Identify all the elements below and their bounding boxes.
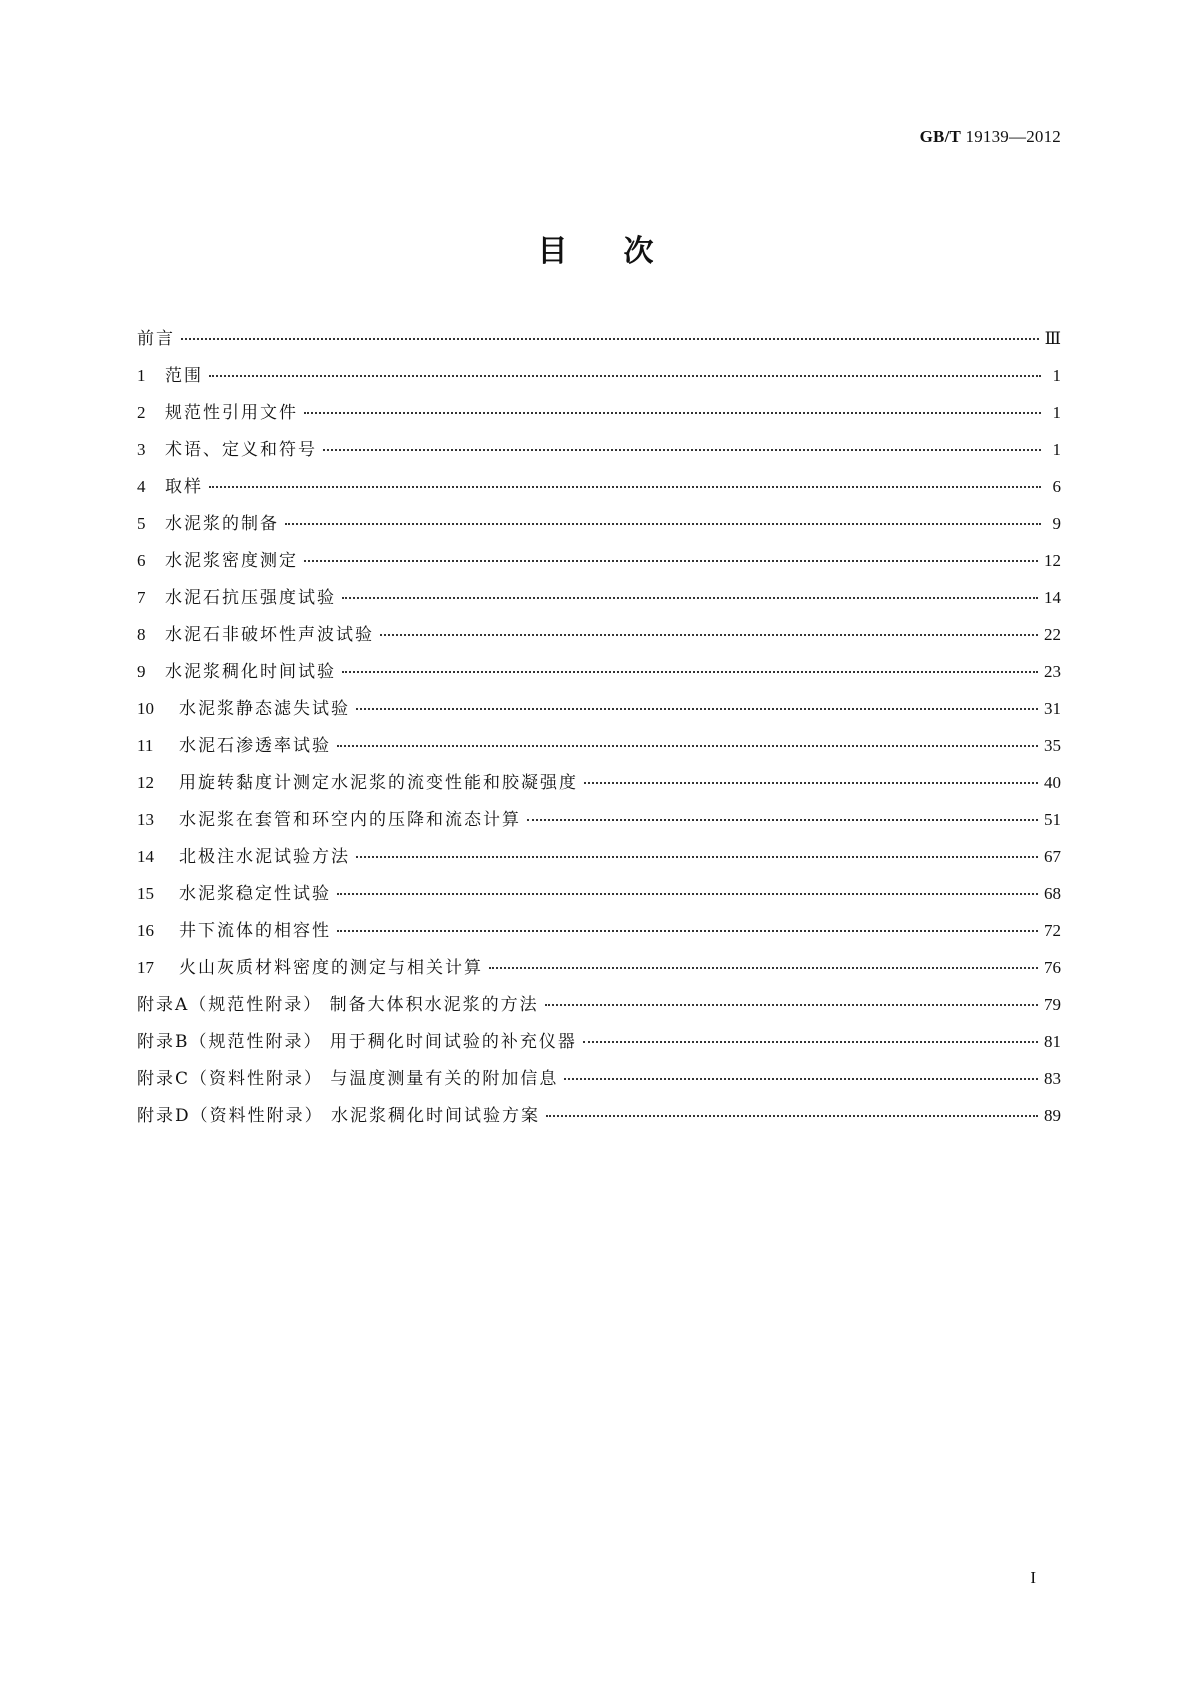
toc-entry-16[interactable] <box>137 920 1061 957</box>
toc-entry-5[interactable] <box>137 513 1061 550</box>
toc-entry-label <box>137 550 298 572</box>
toc-entry-15[interactable] <box>137 883 1061 920</box>
toc-entry-preface[interactable] <box>137 328 1061 365</box>
toc-entry-appendix-c[interactable] <box>137 1068 1061 1105</box>
toc-leader-dots <box>181 337 1039 340</box>
toc-entry-13[interactable] <box>137 809 1061 846</box>
toc-entry-number: 13 <box>137 810 154 829</box>
toc-entry-label <box>137 772 578 794</box>
toc-entry-label <box>137 920 331 942</box>
toc-entry-3[interactable] <box>137 439 1061 476</box>
toc-entry-label <box>137 624 374 646</box>
toc-entry-title: 规范性引用文件 <box>165 403 298 423</box>
toc-entry-page: 31 <box>1044 699 1061 718</box>
toc-leader-dots <box>337 892 1038 895</box>
toc-entry-7[interactable] <box>137 587 1061 624</box>
toc-entry-8[interactable] <box>137 624 1061 661</box>
toc-entry-title: 水泥石抗压强度试验 <box>165 588 336 608</box>
toc-leader-dots <box>209 374 1041 377</box>
toc-entry-title: 取样 <box>165 477 203 497</box>
toc-entry-number: 9 <box>137 662 146 681</box>
toc-entry-title: 火山灰质材料密度的测定与相关计算 <box>179 958 483 978</box>
toc-leader-dots <box>545 1003 1038 1006</box>
toc-entry-page: 1 <box>1052 403 1061 422</box>
toc-entry-number: 4 <box>137 477 146 496</box>
toc-entry-title: 水泥浆的制备 <box>165 514 279 534</box>
toc-entry-label <box>137 698 350 720</box>
toc-entry-appendix-d[interactable] <box>137 1105 1061 1142</box>
standard-code <box>920 127 1061 147</box>
toc-entry-label <box>137 809 521 831</box>
toc-entry-title: 水泥石非破坏性声波试验 <box>165 625 374 645</box>
toc-entry-number: 17 <box>137 958 154 977</box>
toc-entry-page: 68 <box>1044 884 1061 903</box>
toc-entry-title: 水泥石渗透率试验 <box>179 736 331 756</box>
toc-entry-number: 14 <box>137 847 154 866</box>
toc-leader-dots <box>583 1040 1038 1043</box>
toc-leader-dots <box>304 559 1038 562</box>
toc-leader-dots <box>527 818 1038 821</box>
toc-entry-page: 9 <box>1052 514 1061 533</box>
toc-entry-number: 10 <box>137 699 154 718</box>
toc-entry-number: 1 <box>137 366 146 385</box>
toc-entry-2[interactable] <box>137 402 1061 439</box>
toc-entry-title: 水泥浆在套管和环空内的压降和流态计算 <box>179 810 521 830</box>
toc-entry-10[interactable] <box>137 698 1061 735</box>
toc-entry-page: 22 <box>1044 625 1061 644</box>
toc-entry-label <box>137 328 175 350</box>
toc-entry-number: 2 <box>137 403 146 422</box>
toc-entry-label <box>137 994 539 1016</box>
toc-leader-dots <box>323 448 1041 451</box>
toc-entry-label <box>137 1105 540 1127</box>
toc-entry-page: 72 <box>1044 921 1061 940</box>
toc-entry-title: 前言 <box>137 329 175 349</box>
toc-entry-number: 15 <box>137 884 154 903</box>
standard-code-number: 19139—2012 <box>965 127 1061 146</box>
toc-leader-dots <box>356 707 1038 710</box>
toc-leader-dots <box>337 929 1038 932</box>
toc-entry-number: 12 <box>137 773 154 792</box>
toc-entry-14[interactable] <box>137 846 1061 883</box>
toc-leader-dots <box>546 1114 1038 1117</box>
toc-entry-page: 51 <box>1044 810 1061 829</box>
toc-entry-number: 5 <box>137 514 146 533</box>
toc-leader-dots <box>342 670 1038 673</box>
toc-entry-title: 附录D（资料性附录） 水泥浆稠化时间试验方案 <box>137 1106 541 1126</box>
toc-entry-number: 16 <box>137 921 154 940</box>
toc-entry-title: 水泥浆密度测定 <box>165 551 298 571</box>
toc-entry-title: 水泥浆稳定性试验 <box>179 884 331 904</box>
toc-entry-4[interactable] <box>137 476 1061 513</box>
toc-entry-page: 67 <box>1044 847 1061 866</box>
table-of-contents <box>137 328 1061 1142</box>
toc-entry-page: 35 <box>1044 736 1061 755</box>
toc-leader-dots <box>285 522 1041 525</box>
toc-entry-label <box>137 1031 577 1053</box>
toc-entry-title: 术语、定义和符号 <box>165 440 317 460</box>
toc-entry-page: 81 <box>1044 1032 1061 1051</box>
toc-entry-number: 8 <box>137 625 146 644</box>
toc-entry-number: 3 <box>137 440 146 459</box>
toc-entry-label <box>137 513 279 535</box>
page-title: 目次 <box>537 234 710 269</box>
toc-entry-page: 14 <box>1044 588 1061 607</box>
toc-entry-page: 76 <box>1044 958 1061 977</box>
toc-leader-dots <box>304 411 1041 414</box>
toc-entry-label <box>137 846 350 868</box>
toc-entry-label <box>137 587 336 609</box>
toc-entry-17[interactable] <box>137 957 1061 994</box>
toc-entry-page: 1 <box>1052 366 1061 385</box>
page-number: I <box>1030 1568 1036 1587</box>
toc-entry-label <box>137 439 317 461</box>
toc-entry-number: 11 <box>137 736 154 755</box>
toc-leader-dots <box>356 855 1038 858</box>
toc-entry-title: 范围 <box>165 366 203 386</box>
toc-entry-page: 23 <box>1044 662 1061 681</box>
toc-entry-label <box>137 661 336 683</box>
toc-entry-title: 附录B（规范性附录） 用于稠化时间试验的补充仪器 <box>137 1032 577 1052</box>
toc-leader-dots <box>564 1077 1038 1080</box>
toc-entry-page: 12 <box>1044 551 1061 570</box>
toc-entry-title: 北极注水泥试验方法 <box>179 847 350 867</box>
toc-entry-page: 1 <box>1052 440 1061 459</box>
toc-leader-dots <box>489 966 1038 969</box>
toc-entry-title: 用旋转黏度计测定水泥浆的流变性能和胶凝强度 <box>179 773 578 793</box>
toc-leader-dots <box>337 744 1038 747</box>
toc-entry-number: 7 <box>137 588 146 607</box>
toc-entry-9[interactable] <box>137 661 1061 698</box>
toc-entry-page: 79 <box>1044 995 1061 1014</box>
toc-leader-dots <box>342 596 1038 599</box>
toc-entry-title: 附录C（资料性附录） 与温度测量有关的附加信息 <box>137 1069 559 1089</box>
toc-entry-title: 水泥浆静态滤失试验 <box>179 699 350 719</box>
toc-entry-label <box>137 735 331 757</box>
toc-entry-page: 6 <box>1052 477 1061 496</box>
toc-entry-label <box>137 476 203 498</box>
toc-entry-label <box>137 365 203 387</box>
standard-code-prefix: GB/T <box>919 127 962 146</box>
toc-entry-6[interactable] <box>137 550 1061 587</box>
toc-entry-page: 89 <box>1044 1106 1061 1125</box>
toc-entry-appendix-b[interactable] <box>137 1031 1061 1068</box>
toc-entry-11[interactable] <box>137 735 1061 772</box>
toc-entry-appendix-a[interactable] <box>137 994 1061 1031</box>
toc-entry-number: 6 <box>137 551 146 570</box>
toc-entry-1[interactable] <box>137 365 1061 402</box>
toc-leader-dots <box>584 781 1038 784</box>
toc-entry-page: 83 <box>1044 1069 1061 1088</box>
toc-entry-12[interactable] <box>137 772 1061 809</box>
toc-leader-dots <box>380 633 1038 636</box>
toc-entry-title: 井下流体的相容性 <box>179 921 331 941</box>
toc-entry-title: 水泥浆稠化时间试验 <box>165 662 336 682</box>
toc-entry-label <box>137 1068 558 1090</box>
toc-entry-page: 40 <box>1044 773 1061 792</box>
toc-entry-page: Ⅲ <box>1044 329 1061 348</box>
toc-entry-title: 附录A（规范性附录） 制备大体积水泥浆的方法 <box>137 995 539 1015</box>
toc-entry-label <box>137 402 298 424</box>
toc-entry-label <box>137 883 331 905</box>
toc-leader-dots <box>209 485 1041 488</box>
toc-entry-label <box>137 957 483 979</box>
